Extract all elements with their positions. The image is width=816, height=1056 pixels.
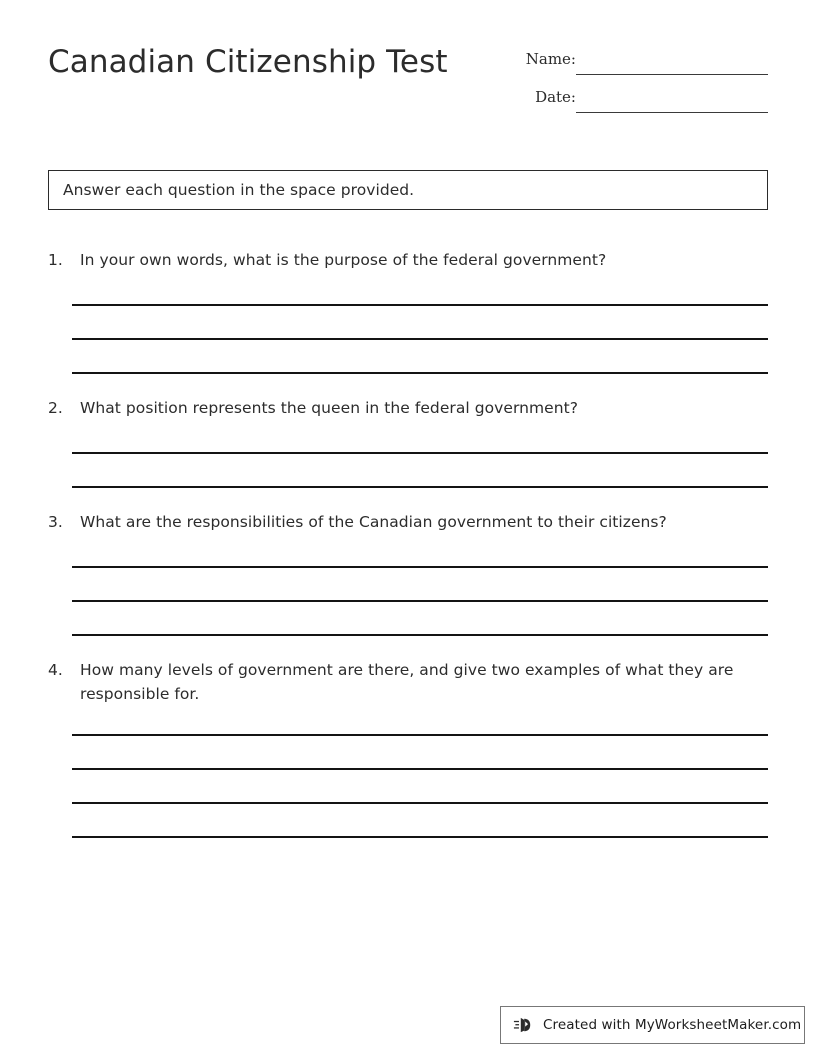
created-with-badge[interactable] (500, 1006, 805, 1044)
answer-line[interactable] (72, 452, 768, 454)
question-header (48, 396, 768, 420)
questions-list (48, 248, 768, 838)
question-item (48, 658, 768, 838)
question-number: 1. (48, 251, 63, 269)
instruction-box (48, 170, 768, 210)
name-date-fields (518, 50, 768, 126)
instruction-text: Answer each question in the space provided. (63, 181, 415, 199)
answer-line[interactable] (72, 768, 768, 770)
answer-line[interactable] (72, 600, 768, 602)
created-with-text: Created with MyWorksheetMaker.com (543, 1017, 802, 1033)
name-field-label: Name: (525, 50, 576, 68)
question-header (48, 658, 768, 706)
answer-line[interactable] (72, 836, 768, 838)
question-text: In your own words, what is the purpose of the federal government? (80, 251, 607, 269)
question-text: How many levels of government are there, and give two examples of what they are responsible for. (80, 661, 734, 703)
date-field-label: Date: (535, 88, 576, 106)
question-header (48, 248, 768, 272)
answer-lines (72, 734, 768, 838)
question-text: What position represents the queen in the federal government? (80, 399, 578, 417)
answer-line[interactable] (72, 566, 768, 568)
page-title: Canadian Citizenship Test (48, 44, 448, 80)
question-item (48, 248, 768, 374)
question-text: What are the responsibilities of the Canadian government to their citizens? (80, 513, 667, 531)
worksheet-maker-logo-icon (513, 1014, 535, 1036)
question-header (48, 510, 768, 534)
question-number: 4. (48, 661, 63, 679)
answer-line[interactable] (72, 634, 768, 636)
answer-line[interactable] (72, 486, 768, 488)
question-item (48, 396, 768, 488)
name-field-row (518, 50, 768, 88)
answer-lines (72, 304, 768, 374)
worksheet-header (48, 44, 768, 124)
answer-line[interactable] (72, 802, 768, 804)
name-input-line[interactable] (576, 74, 768, 75)
answer-lines (72, 566, 768, 636)
date-field-row (518, 88, 768, 126)
answer-line[interactable] (72, 372, 768, 374)
question-number: 3. (48, 513, 63, 531)
question-number: 2. (48, 399, 63, 417)
date-input-line[interactable] (576, 112, 768, 113)
question-item (48, 510, 768, 636)
answer-line[interactable] (72, 338, 768, 340)
answer-line[interactable] (72, 734, 768, 736)
answer-line[interactable] (72, 304, 768, 306)
answer-lines (72, 452, 768, 488)
